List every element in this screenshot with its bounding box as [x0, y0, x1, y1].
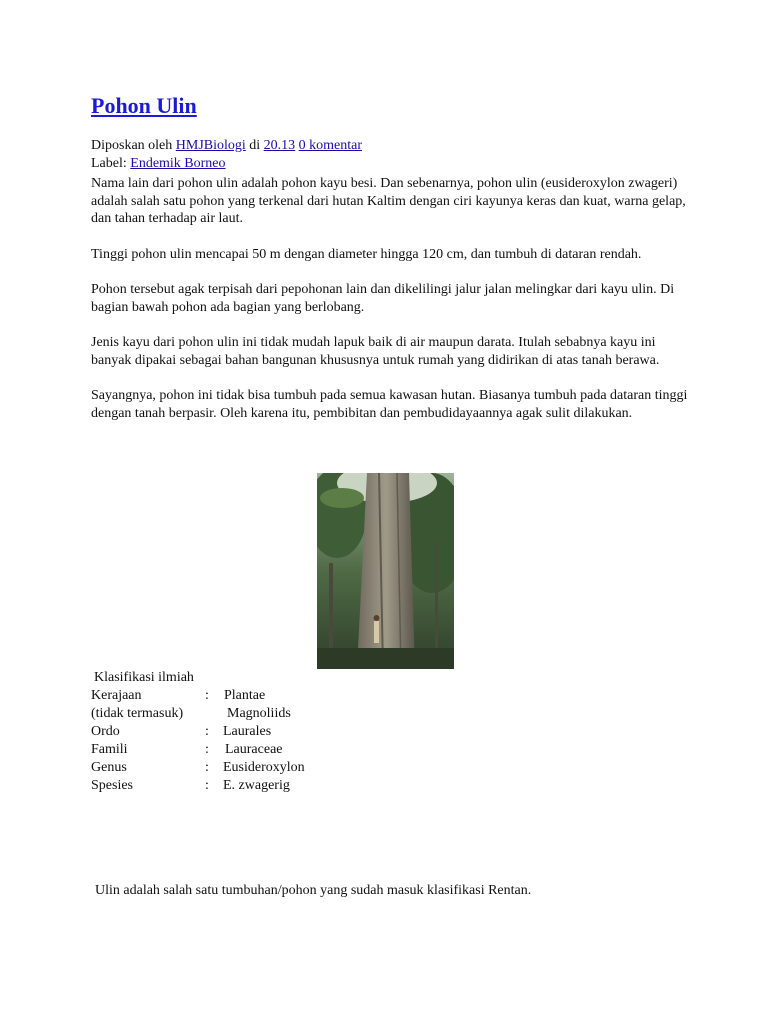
paragraph-intro: Nama lain dari pohon ulin adalah pohon kayu besi. Dan sebenarnya, pohon ulin (eusideroxylon zwageri) adalah salah satu pohon yang terkenal dari hutan Kaltim dengan ciri kayunya keras dan kuat, warna gelap, dan tahan terhadap air laut.	[91, 176, 686, 226]
classification-colon: :	[205, 688, 209, 703]
classification-row	[91, 759, 305, 777]
posted-by-label: Diposkan oleh	[91, 138, 173, 153]
classification-key: Famili	[91, 742, 128, 757]
classification-key: Ordo	[91, 724, 120, 739]
post-title-link[interactable]: Pohon Ulin	[91, 93, 197, 118]
classification-value: Magnoliids	[227, 706, 291, 721]
post-meta	[91, 137, 362, 173]
classification-table	[91, 669, 305, 795]
classification-value: E. zwagerig	[223, 778, 290, 793]
classification-row	[91, 723, 272, 741]
classification-value: Laurales	[223, 724, 272, 739]
post-time-link[interactable]: 20.13	[263, 138, 296, 153]
classification-row	[91, 705, 291, 723]
paragraph-wood: Jenis kayu dari pohon ulin ini tidak mudah lapuk baik di air maupun darata. Itulah sebabnya kayu ini banyak dipakai sebagai bahan bangunan khususnya untuk rumah yang didirikan di atas tanah berawa.	[91, 335, 660, 368]
classification-value: Eusideroxylon	[223, 760, 305, 775]
classification-heading: Klasifikasi ilmiah	[94, 670, 194, 685]
ulin-tree-illustration	[317, 473, 454, 669]
label-prefix: Label:	[91, 156, 127, 171]
post-labels	[91, 155, 362, 173]
post-byline	[91, 137, 362, 155]
classification-key: Spesies	[91, 778, 133, 793]
paragraph-height: Tinggi pohon ulin mencapai 50 m dengan diameter hingga 120 cm, dan tumbuh di dataran rendah.	[91, 247, 642, 262]
label-link-endemik-borneo[interactable]: Endemik Borneo	[130, 156, 226, 171]
classification-row	[91, 777, 290, 795]
classification-colon: :	[205, 742, 209, 757]
classification-value: Lauraceae	[225, 742, 283, 757]
at-label: di	[249, 138, 261, 153]
comments-link[interactable]: 0 komentar	[298, 138, 363, 153]
classification-row	[91, 741, 283, 759]
classification-value: Plantae	[224, 688, 266, 703]
author-link[interactable]: HMJBiologi	[175, 138, 246, 153]
classification-row	[91, 687, 266, 705]
classification-colon: :	[205, 778, 209, 793]
classification-colon: :	[205, 724, 209, 739]
paragraph-location: Pohon tersebut agak terpisah dari pepohonan lain dan dikelilingi jalur jalan melingkar dari kayu ulin. Di bagian bawah pohon ada bagian yang berlobang.	[91, 282, 675, 315]
classification-colon: :	[205, 760, 209, 775]
closing-statement: Ulin adalah salah satu tumbuhan/pohon yang sudah masuk klasifikasi Rentan.	[95, 883, 532, 898]
paragraph-growth: Sayangnya, pohon ini tidak bisa tumbuh pada semua kawasan hutan. Biasanya tumbuh pada dataran tinggi dengan tanah berpasir. Oleh karena itu, pembibitan dan pembudidayaannya agak sulit dilakukan.	[91, 388, 688, 421]
post-title	[91, 92, 197, 120]
ulin-tree-photo	[317, 473, 454, 669]
classification-key: (tidak termasuk)	[91, 706, 184, 721]
classification-key: Kerajaan	[91, 688, 142, 703]
classification-key: Genus	[91, 760, 127, 775]
